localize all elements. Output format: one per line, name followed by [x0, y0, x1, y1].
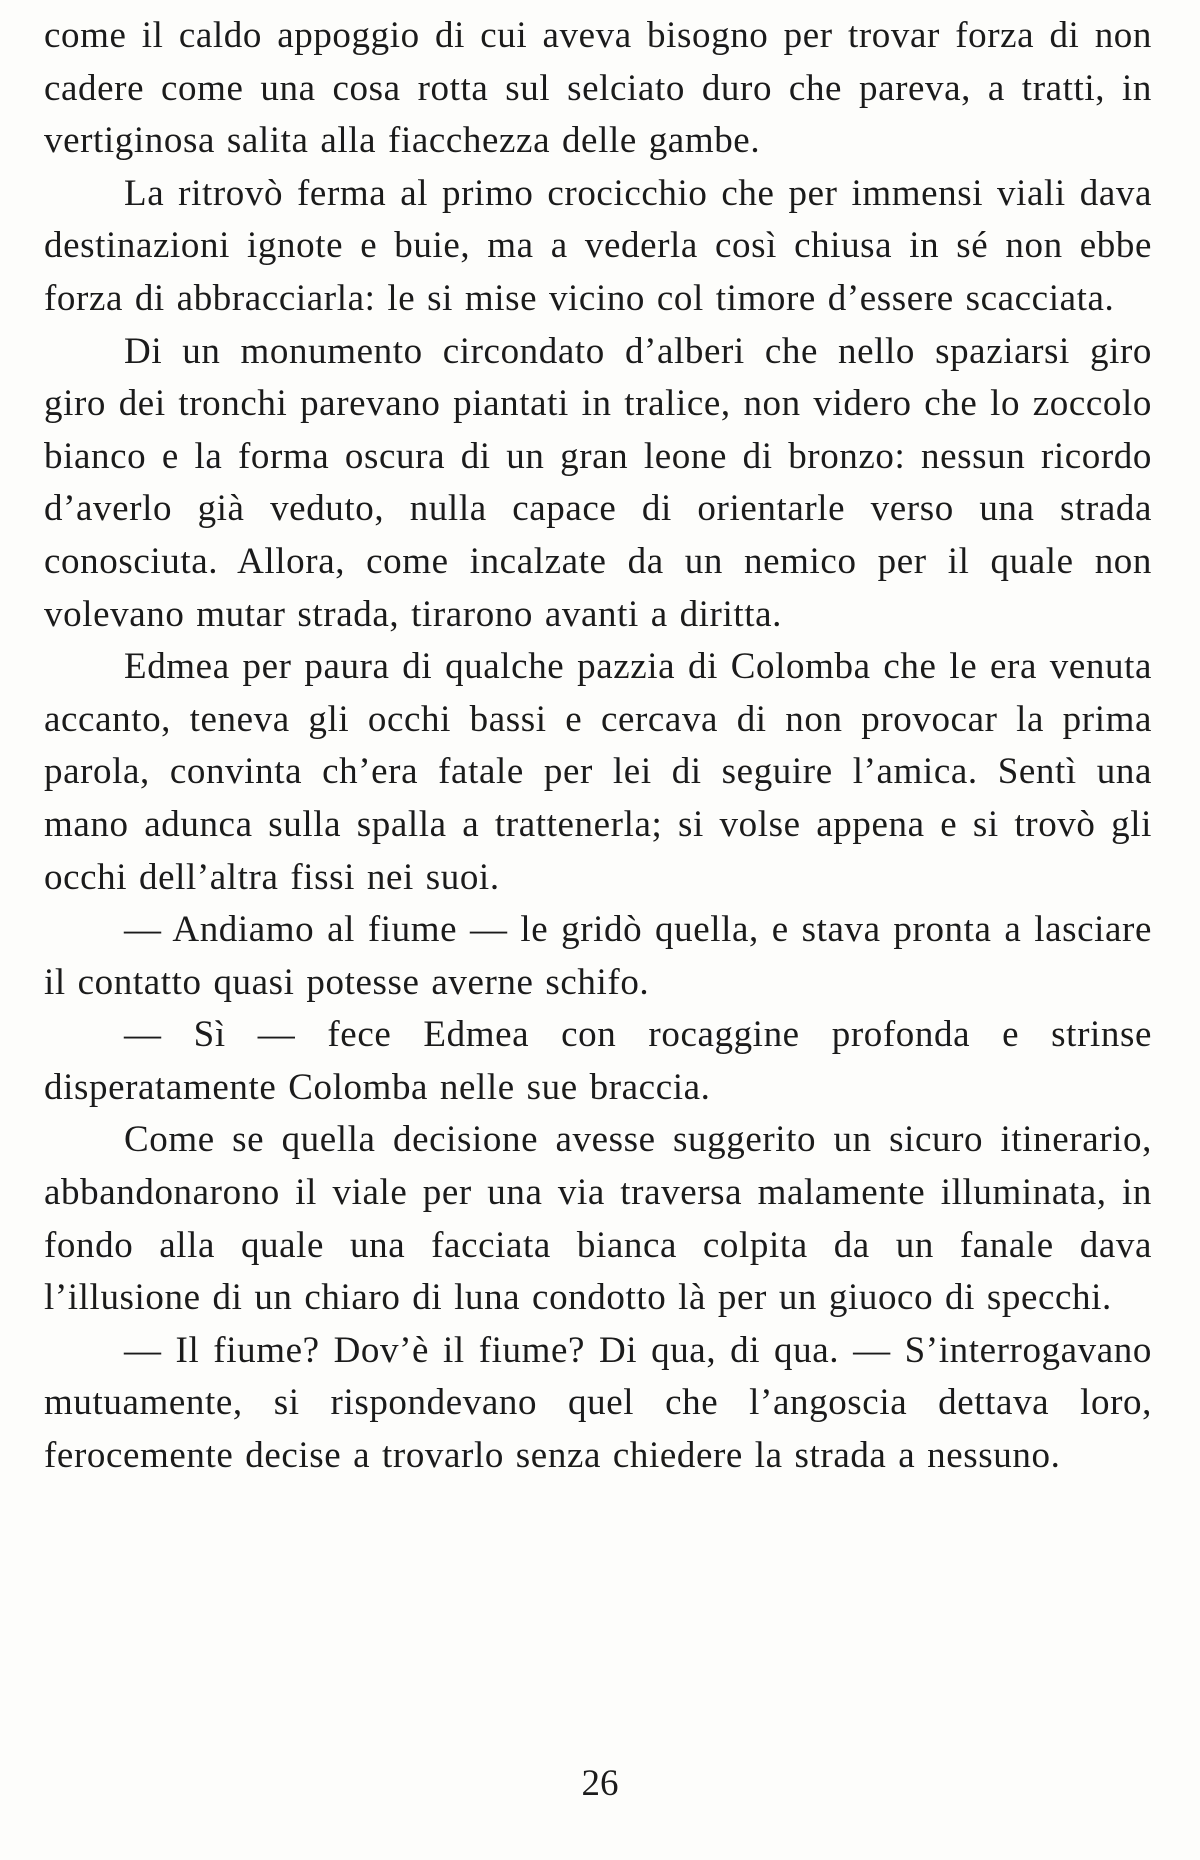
paragraph: La ritrovò ferma al primo crocicchio che per immensi viali dava destinazioni ignote e buie, ma a vederla così chiusa in sé non ebbe forza di abbracciarla: le si mise vicino col timore d’essere scacciata.: [44, 172, 1152, 319]
paragraph-continuation: come il caldo appoggio di cui aveva bisogno per trovar forza di non cadere come una cosa rotta sul selciato duro che pareva, a tratti, in vertiginosa salita alla fiacchezza delle gambe.: [44, 15, 1152, 162]
dialogue-paragraph: — Andiamo al fiume — le gridò quella, e stava pronta a lasciare il contatto quasi potesse averne schifo.: [44, 909, 1152, 1003]
page-number: 26: [581, 1763, 619, 1804]
dialogue-paragraph: — Il fiume? Dov’è il fiume? Di qua, di qua. — S’interrogavano mutuamente, si rispondevano quel che l’angoscia dettava loro, ferocemente decise a trovarlo senza chiedere la strada a nessuno.: [44, 1329, 1152, 1477]
paragraph: Di un monumento circondato d’alberi che nello spaziarsi giro giro dei tronchi parevano piantati in tralice, non videro che lo zoccolo bianco e la forma oscura di un gran leone di bronzo: nessun ricordo d’averlo già veduto, nulla capace di orientarle verso una strada conosciuta. Allora, come incalzate da un nemico per il quale non volevano mutar strada, tirarono avanti a diritta.: [44, 330, 1152, 635]
dialogue-paragraph: — Sì — fece Edmea con rocaggine profonda e strinse disperatamente Colomba nelle sue braccia.: [44, 1014, 1152, 1108]
paragraph: Come se quella decisione avesse suggerito un sicuro itinerario, abbandonarono il viale per una via traversa malamente illuminata, in fondo alla quale una facciata bianca colpita da un fanale dava l’illusione di un chiaro di luna condotto là per un giuoco di specchi.: [44, 1119, 1152, 1319]
body-text: [44, 10, 1152, 1483]
paragraph: Edmea per paura di qualche pazzia di Colomba che le era venuta accanto, teneva gli occhi bassi e cercava di non provocar la prima parola, convinta ch’era fatale per lei di seguire l’amica. Sentì una mano adunca sulla spalla a trattenerla; si volse appena e si trovò gli occhi dell’altra fissi nei suoi.: [44, 646, 1152, 898]
